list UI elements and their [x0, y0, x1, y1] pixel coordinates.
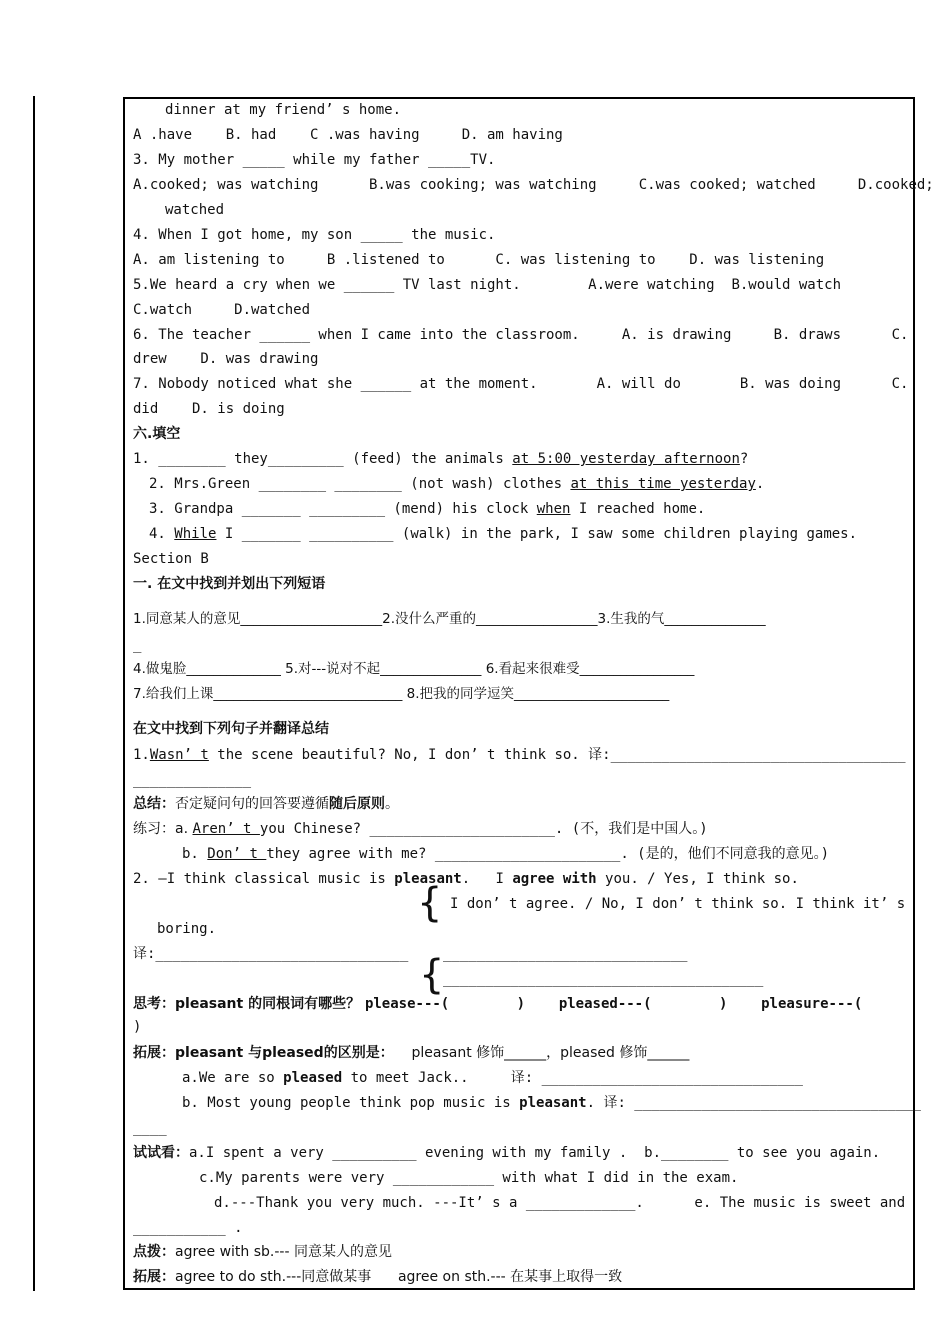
options-line: A. am listening to B .listened to C. was listening to D. was listening [133, 252, 825, 268]
section-heading: 六.填空 [133, 426, 181, 442]
response-line: I don’ t agree. / No, I don’ t think so. I think it’ s [450, 896, 906, 912]
answer-line: ______________ [133, 772, 252, 788]
tip-line: 点拨：agree with sb.--- 同意某人的意见 [133, 1244, 392, 1260]
sentence-2: 2. —I think classical music is pleasant. I agree with you. / Yes, I think so. [133, 871, 799, 887]
practice-b: b. Don’ t they agree with me? ______________________. (是的，他们不同意我的意见。) [182, 846, 830, 862]
translation-blank: _____________________________ [443, 946, 688, 962]
question-3: 3. My mother _____ while my father _____TV. [133, 152, 496, 168]
section-heading: 在文中找到下列句子并翻译总结 [133, 721, 329, 737]
text-line: dinner at my friend’ s home. [165, 102, 402, 118]
translation-line: 译:______________________________ [133, 946, 409, 962]
phrase-line: 7.给我们上课____________________________ 8.把我的同学逗笑_______________________ [133, 686, 670, 702]
question-5: 5.We heard a cry when we ______ TV last night. A.were watching B.would watch [133, 277, 842, 293]
question-4: 4. When I got home, my son _____ the music. [133, 227, 496, 243]
example-b: b. Most young people think pop music is pleasant. 译: __________________________________ [182, 1095, 921, 1111]
brace-symbol: { [417, 880, 443, 926]
fill-blank-4: 4. While I _______ __________ (walk) in the park, I saw some children playing games. [149, 526, 858, 542]
options-line: drew D. was drawing [133, 351, 319, 367]
response-line: boring. [157, 921, 217, 937]
options-line: did D. is doing [133, 401, 285, 417]
phrase-line: 1.同意某人的意见_____________________2.没什么严重的__________________3.生我的气_______________ [133, 611, 766, 627]
fill-blank-2: 2. Mrs.Green ________ ________ (not wash) clothes at this time yesterday. [149, 476, 765, 492]
thinking-line: 思考：pleasant 的同根词有哪些？ please---( ) pleased---( ) pleasure---( [133, 996, 863, 1012]
extension-line: 拓展：pleasant 与pleased的区别是： pleasant 修饰______，pleased 修饰______ [133, 1045, 690, 1061]
section-b-title: Section B [133, 551, 209, 567]
fill-blank-3: 3. Grandpa _______ _________ (mend) his clock when I reached home. [149, 501, 706, 517]
phrase-line: _ [133, 637, 142, 653]
extension-line: 拓展：agree to do sth.---同意做某事 agree on sth.--- 在某事上取得一致 [133, 1269, 623, 1285]
try-line: d.---Thank you very much. ---It’ s a _____________. e. The music is sweet and [214, 1195, 906, 1211]
translation-blank: ______________________________________ [443, 971, 764, 987]
brace-symbol: { [419, 952, 445, 998]
page-margin-line [33, 96, 35, 1291]
try-line: c.My parents were very ____________ with what I did in the exam. [199, 1170, 739, 1186]
options-line: A .have B. had C .was having D. am having [133, 127, 563, 143]
practice-a: 练习：a. Aren’ t you Chinese? ______________________. (不，我们是中国人。) [133, 821, 708, 837]
summary-line: 总结：否定疑问句的回答要遵循随后原则。 [133, 796, 399, 812]
thinking-line-end: ) [133, 1019, 142, 1035]
options-line: C.watch D.watched [133, 302, 311, 318]
fill-blank-1: 1. ________ they_________ (feed) the animals at 5:00 yesterday afternoon? [133, 451, 749, 467]
try-line: ___________ . [133, 1220, 243, 1236]
question-6: 6. The teacher ______ when I came into the classroom. A. is drawing B. draws C. [133, 327, 909, 343]
section-heading: 一. 在文中找到并划出下列短语 [133, 576, 326, 592]
options-line: A.cooked; was watching B.was cooking; was watching C.was cooked; watched D.cooked; [133, 177, 934, 193]
answer-line: ____ [133, 1120, 167, 1136]
sentence-1: 1.Wasn’ t the scene beautiful? No, I don’ t think so. 译:___________________________________ [133, 747, 906, 763]
question-7: 7. Nobody noticed what she ______ at the moment. A. will do B. was doing C. [133, 376, 909, 392]
try-line: 试试看：a.I spent a very __________ evening with my family . b.________ to see you again. [133, 1145, 881, 1161]
phrase-line: 4.做鬼脸______________ 5.对---说对不起_______________ 6.看起来很难受_________________ [133, 661, 695, 677]
example-a: a.We are so pleased to meet Jack.. 译: _______________________________ [182, 1070, 803, 1086]
options-line: watched [165, 202, 225, 218]
